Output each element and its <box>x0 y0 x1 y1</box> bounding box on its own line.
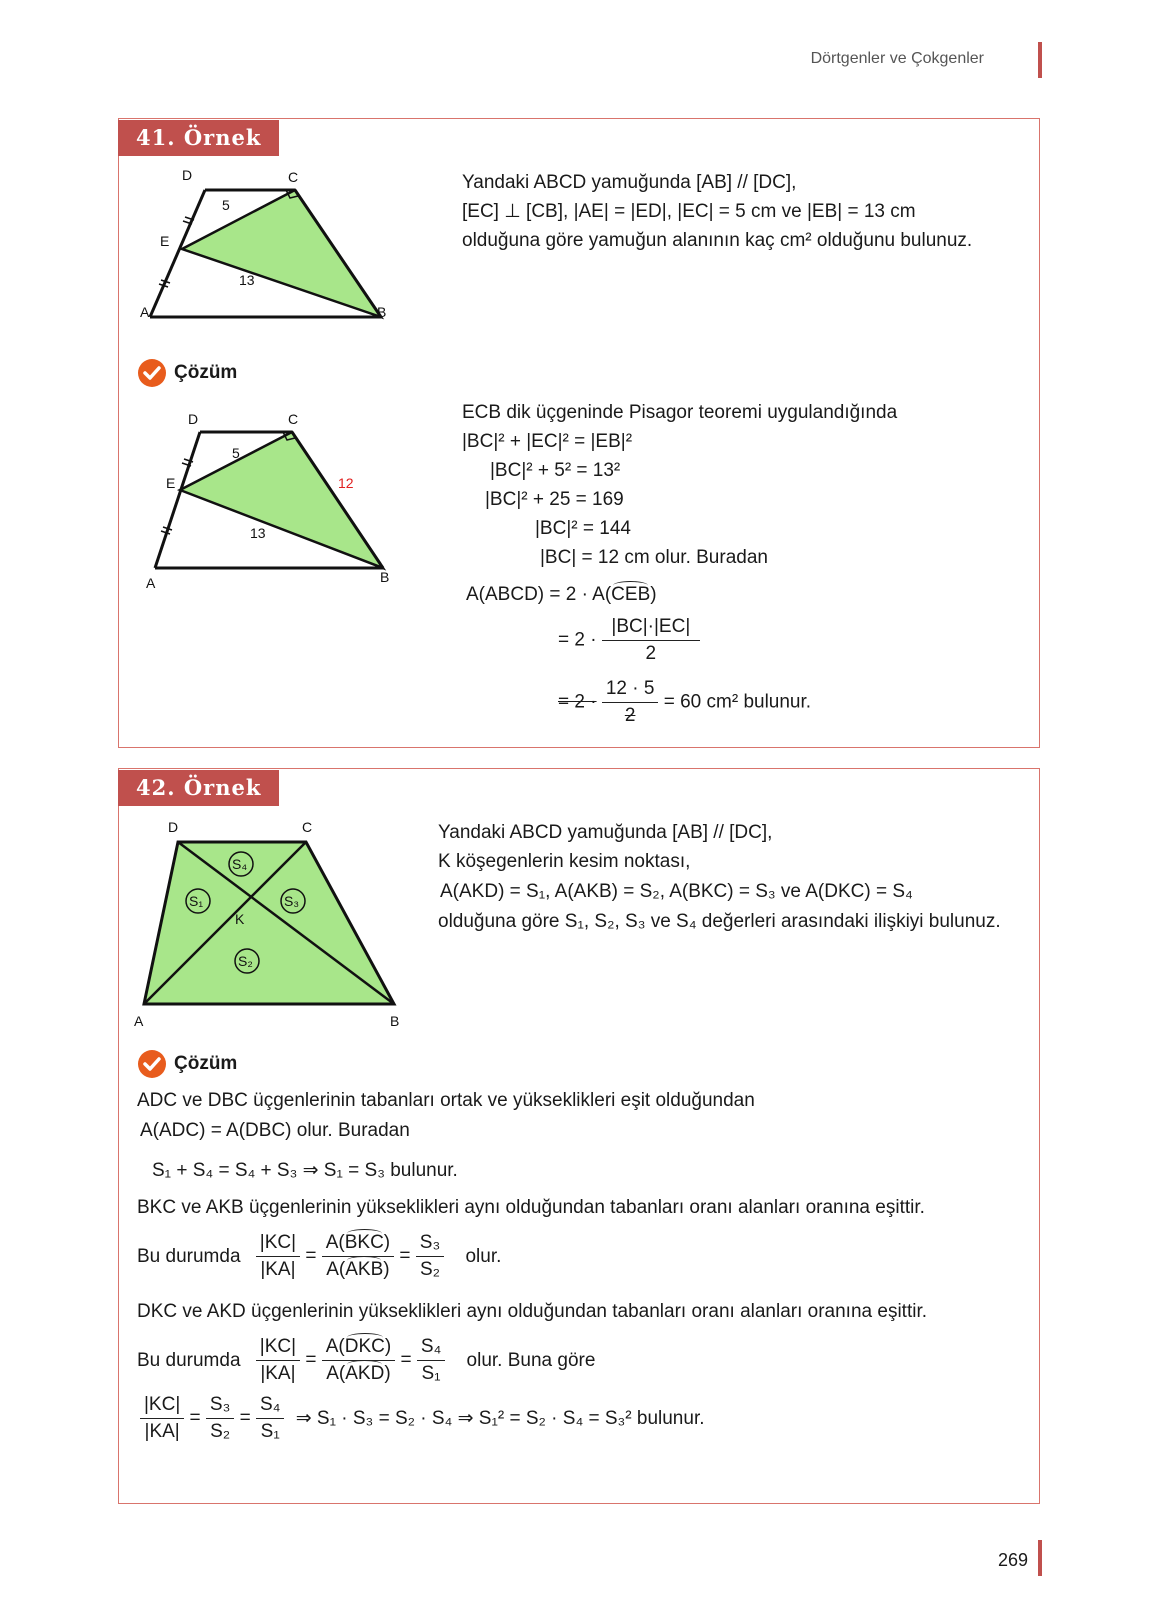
label-a: A <box>140 304 150 320</box>
label-c: C <box>288 411 299 427</box>
trapezoid-figure-41 <box>140 170 420 340</box>
ex42-solution-line-4: BKC ve AKB üçgenlerinin yükseklikleri aynı olduğundan tabanları oranı alanları oranına eşittir. <box>137 1197 925 1218</box>
arc-triangle-ceb: CEB <box>611 584 651 605</box>
ratio-equation-1: Bu durumda $\frac{|KC|}{|KA|}$ = $\frac{\text{A(BKC)}}{\text{A(AKB)}}$ = $\frac{\text{S₃}}{\text{S₂}}$ olur. <box>137 1232 502 1280</box>
ex41-problem-line-2: [EC] ⊥ [CB], |AE| = |ED|, |EC| = 5 cm ve |EB| = 13 cm <box>462 201 916 222</box>
example-41-tab: 41. Örnek <box>118 120 279 156</box>
area-fraction-1: = 2 · $\frac{|BC|\cdot|EC|}{2}$ <box>558 616 700 665</box>
label-e: E <box>166 475 176 491</box>
header-accent-bar <box>1038 42 1042 78</box>
trapezoid-diagonals-figure-42 <box>130 820 410 1030</box>
label-s3: S₃ <box>284 893 300 909</box>
trapezoid-solution-figure-41 <box>140 410 420 590</box>
ex41-solution-line-1: ECB dik üçgeninde Pisagor teoremi uygulandığında <box>462 402 898 423</box>
area-fraction-2: = 2 · $\frac{12 \cdot 5}{2}$ = 60 cm² bulunur. <box>558 678 812 726</box>
ex41-problem-line-1: Yandaki ABCD yamuğunda [AB] // [DC], <box>462 172 797 193</box>
ex42-problem-line-1: Yandaki ABCD yamuğunda [AB] // [DC], <box>438 822 773 843</box>
ex41-solution-line-4: |BC|² + 25 = 169 <box>485 489 624 510</box>
label-eb-length: 13 <box>250 525 266 541</box>
ex41-solution-line-3: |BC|² + 5² = 13² <box>490 460 621 481</box>
ex41-problem-line-3: olduğuna göre yamuğun alanının kaç cm² olduğunu bulunuz. <box>462 230 973 251</box>
ex42-solution-line-7: DKC ve AKD üçgenlerinin yükseklikleri aynı olduğundan tabanları oranı alanları oranına eşittir. <box>137 1301 928 1322</box>
label-eb-length: 13 <box>239 272 255 288</box>
label-ec-length: 5 <box>232 445 240 461</box>
ex42-problem-line-3: A(AKD) = S₁, A(AKB) = S₂, A(BKC) = S₃ ve A(DKC) = S₄ <box>440 881 913 902</box>
ex42-solution-label: Çözüm <box>174 1053 238 1074</box>
label-k: K <box>235 911 245 927</box>
check-icon <box>138 1050 166 1078</box>
footer-accent-bar <box>1038 1540 1042 1576</box>
label-d: D <box>168 820 179 835</box>
ex41-solution-line-6: |BC| = 12 cm olur. Buradan <box>540 547 768 568</box>
ex41-solution-label: Çözüm <box>174 362 238 383</box>
label-a: A <box>146 575 156 590</box>
check-icon <box>138 359 166 387</box>
label-s4: S₄ <box>232 856 248 872</box>
ex42-solution-line-3: S₁ + S₄ = S₄ + S₃ ⇒ S₁ = S₃ bulunur. <box>152 1160 458 1181</box>
ex41-solution-line-2: |BC|² + |EC|² = |EB|² <box>462 431 633 452</box>
label-c: C <box>288 170 299 185</box>
trapezoid-abcd <box>144 842 394 1004</box>
ratio-equation-3: $\frac{|KC|}{|KA|}$ = $\frac{\text{S₃}}{\text{S₂}}$ = $\frac{\text{S₄}}{\text{S₁}}$ ⇒ S₁ · S₃ = S₂ · S₄ ⇒ S₁² = S₂ · S₄ = S₃² bulunur. <box>140 1394 705 1443</box>
label-e: E <box>160 233 170 249</box>
page-number: 269 <box>998 1550 1029 1570</box>
ex42-problem-line-4: olduğuna göre S₁, S₂, S₃ ve S₄ değerleri arasındaki ilişkiyi bulunuz. <box>438 911 1001 932</box>
ex42-problem-line-2: K köşegenlerin kesim noktası, <box>438 851 691 872</box>
ex42-solution-line-2: A(ADC) = A(DBC) olur. Buradan <box>140 1120 410 1141</box>
label-d: D <box>188 411 199 427</box>
area-formula: A(ABCD) = 2 · A(CEB) <box>466 584 657 605</box>
label-bc-length: 12 <box>338 475 354 491</box>
triangle-ecb <box>182 190 381 317</box>
label-s2: S₂ <box>238 953 253 969</box>
label-c: C <box>302 820 313 835</box>
triangle-ecb <box>180 432 383 568</box>
example-42-tab: 42. Örnek <box>118 770 279 806</box>
ex42-solution-line-1: ADC ve DBC üçgenlerinin tabanları ortak ve yükseklikleri eşit olduğundan <box>137 1090 755 1111</box>
label-ec-length: 5 <box>222 197 230 213</box>
label-b: B <box>380 569 390 585</box>
label-b: B <box>377 304 387 320</box>
label-d: D <box>182 170 193 183</box>
ex41-solution-line-5: |BC|² = 144 <box>535 518 631 539</box>
label-s1: S₁ <box>189 893 204 909</box>
label-b: B <box>390 1013 400 1029</box>
ratio-equation-2: Bu durumda $\frac{|KC|}{|KA|}$ = $\frac{\text{A(DKC)}}{\text{A(AKD)}}$ = $\frac{\text{S₄}}{\text{S₁}}$ olur. Buna göre <box>137 1336 596 1384</box>
label-a: A <box>134 1013 144 1029</box>
chapter-title: Dörtgenler ve Çokgenler <box>810 50 984 67</box>
